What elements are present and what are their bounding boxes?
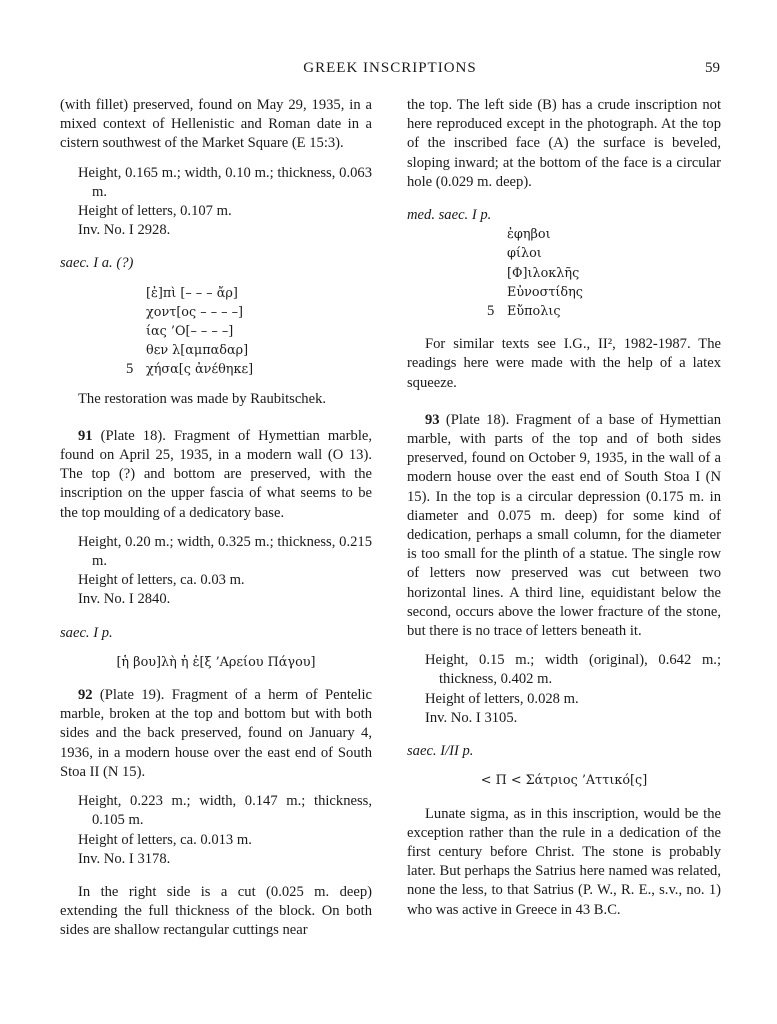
- page-header: [60, 60, 720, 80]
- inscription-line: χοντ[ος – – – –]: [146, 304, 244, 320]
- left-column: [60, 96, 372, 941]
- measure-line: Height of letters, ca. 0.013 m.: [78, 831, 252, 848]
- entry-90-measurements: [78, 164, 372, 241]
- measure-line: Inv. No. I 2928.: [78, 222, 171, 239]
- inscription-line: φίλοι: [507, 246, 542, 262]
- entry-number: 92: [78, 687, 93, 704]
- entry-93-date: saec. I/II p.: [407, 743, 474, 760]
- measure-line: Inv. No. I 3178.: [78, 850, 171, 867]
- measure-line: Height, 0.15 m.; width (original), 0.642 m.; thickness, 0.402 m.: [425, 652, 721, 688]
- entry-92-measurements: [78, 792, 372, 869]
- entry-90-inscription: [126, 284, 372, 380]
- page-number: 59: [705, 60, 720, 76]
- measure-line: Height, 0.165 m.; width, 0.10 m.; thickness, 0.063 m.: [78, 164, 372, 200]
- entry-90-description-end: (with fillet) preserved, found on May 29, 1935, in a mixed context of Hellenistic and Roman date in a cistern southwest of the Market Square (E 15:3).: [60, 97, 372, 152]
- entry-92-description: 92 (Plate 19). Fragment of a herm of Pentelic marble, broken at the top and bottom but with both sides and the back preserved, found on January 4, 1936, in a modern house over the east end of South Stoa II (N 15).: [60, 687, 372, 780]
- measure-line: Height, 0.223 m.; width, 0.147 m.; thickness, 0.105 m.: [78, 793, 372, 829]
- entry-91-description: 91 (Plate 18). Fragment of Hymettian marble, found on April 25, 1935, in a modern wall (O 13). The top (?) and bottom are preserved, with the inscription on the upper fascia of what seems to be the top moulding of a dedicatory base.: [60, 427, 372, 521]
- entry-92-note: For similar texts see I.G., II², 1982-1987. The readings here were made with the help of a latex squeeze.: [407, 336, 721, 391]
- entry-92-date: med. saec. I p.: [407, 207, 492, 224]
- entry-93-note: Lunate sigma, as in this inscription, would be the exception rather than the rule in a dedication of the first century before Christ. The stone is probably later. But perhaps the Satrius here named was related, none the less, to that Satrius (P. W., R. E., s.v., no. 1) who was active in Greece in 43 B.C.: [407, 805, 721, 918]
- measure-line: Inv. No. I 2840.: [78, 591, 171, 608]
- entry-90-date: saec. I a. (?): [60, 255, 134, 272]
- line-number: 5: [487, 303, 495, 320]
- measure-line: Inv. No. I 3105.: [425, 709, 518, 726]
- inscription-line: Εὐνοστίδης: [507, 284, 583, 300]
- measure-line: Height of letters, ca. 0.03 m.: [78, 572, 245, 589]
- entry-91-measurements: [78, 533, 372, 610]
- measure-line: Height of letters, 0.028 m.: [425, 690, 579, 707]
- entry-91-inscription: [ἡ βου]λὴ ἡ ἐ[ξ ’Αρείου Πάγου]: [116, 654, 316, 670]
- line-number: 5: [126, 361, 134, 378]
- inscription-line-5: [126, 360, 372, 379]
- entry-92-inscription: [487, 225, 721, 321]
- inscription-line-text: χήσα[ς ἀνέθηκε]: [146, 362, 254, 378]
- measure-line: Height of letters, 0.107 m.: [78, 203, 232, 220]
- inscription-line-text: Εὔπολις: [507, 304, 561, 320]
- inscription-line: [Φ]ιλοκλῆς: [507, 265, 580, 281]
- right-column: [407, 96, 721, 920]
- entry-number: 91: [78, 427, 93, 444]
- entry-92-description-end: the top. The left side (B) has a crude inscription not here reproduced except in the photograph. At the top of the inscribed face (A) the surface is beveled, sloping inward; at the bottom of the face is a circular hole (0.029 m. deep).: [407, 97, 721, 190]
- inscription-line-5: [487, 302, 721, 321]
- entry-91-date: saec. I p.: [60, 624, 113, 641]
- inscription-line: θεν λ[αμπαδαρ]: [146, 343, 249, 359]
- measure-line: Height, 0.20 m.; width, 0.325 m.; thickness, 0.215 m.: [78, 533, 372, 570]
- running-title: GREEK INSCRIPTIONS: [303, 60, 477, 76]
- entry-90-note: The restoration was made by Raubitschek.: [78, 390, 327, 407]
- entry-92-continuation: In the right side is a cut (0.025 m. deep) extending the full thickness of the block. On both sides are shallow rectangular cuttings near: [60, 883, 372, 939]
- inscription-line: ίας ’Ο[– – – –]: [146, 324, 234, 340]
- entry-93-inscription: < Π < Σάτριος ’Αττικό[ς]: [480, 773, 648, 789]
- entry-93-description: 93 (Plate 18). Fragment of a base of Hymettian marble, with parts of the top and of both sides preserved, found on October 9, 1935, in the wall of a modern house over the east end of South Stoa I (N 15). In the top is a circular depression (0.175 m. in diameter and 0.075 m. deep) for some kind of dedication, perhaps a small column, for the diameter is too small for the plinth of a statue. The single row of letters now preserved was cut between two horizontal lines. A third line, equidistant below the second, occurs above the lower fracture of the stone, but there is no trace of letters beneath it.: [407, 411, 721, 640]
- entry-93-measurements: [425, 651, 721, 728]
- entry-number: 93: [425, 411, 440, 428]
- inscription-line: [ἐ]πὶ [– – – ἄρ]: [146, 285, 238, 301]
- inscription-line: ἐφηβοι: [507, 227, 551, 243]
